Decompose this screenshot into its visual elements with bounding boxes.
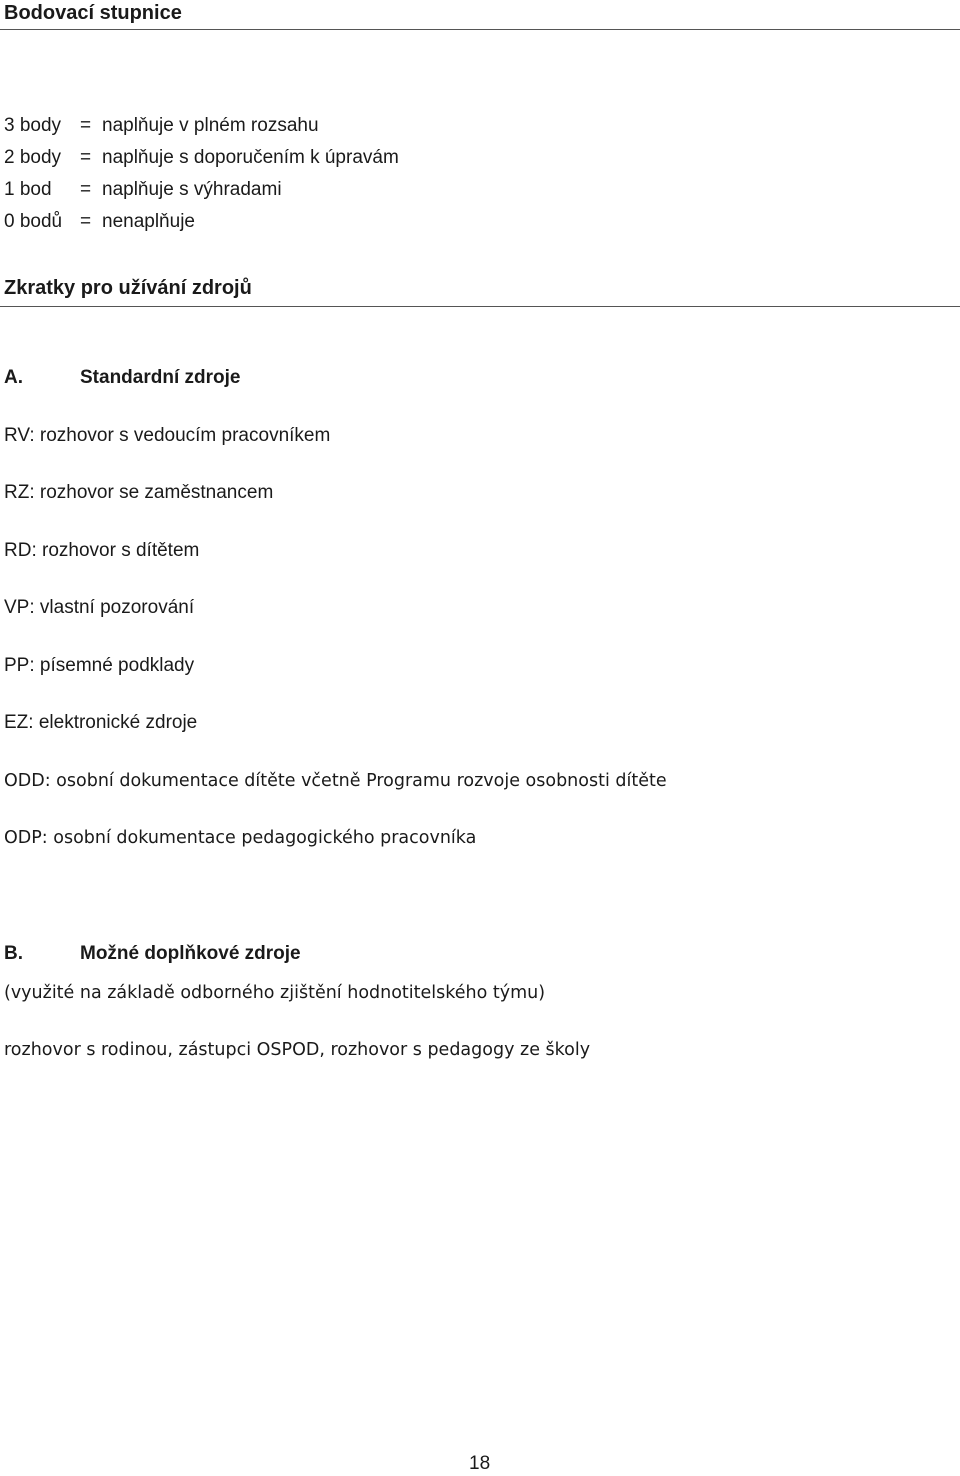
section-a-title — [4, 366, 240, 390]
scale-points: 0 bodů — [4, 211, 63, 232]
scale-row-0 — [4, 210, 195, 234]
scale-points: 3 body — [4, 115, 62, 136]
source-odp: ODP: osobní dokumentace pedagogického pracovníka — [4, 828, 477, 848]
scale-row-2 — [4, 146, 399, 170]
scale-description: naplňuje s výhradami — [102, 179, 282, 200]
section-b-title-text: Možné doplňkové zdroje — [80, 943, 301, 964]
section-b-text: rozhovor s rodinou, zástupci OSPOD, rozhovor s pedagogy ze školy — [4, 1040, 591, 1060]
section-a-title-text: Standardní zdroje — [80, 367, 241, 388]
page-number: 18 — [469, 1453, 491, 1474]
section-b-note: (využité na základě odborného zjištění hodnotitelského týmu) — [4, 983, 546, 1003]
scale-separator: = — [80, 147, 92, 168]
section-b-title — [4, 942, 301, 966]
source-rz: RZ: rozhovor se zaměstnancem — [4, 482, 274, 503]
abbreviations-heading: Zkratky pro užívání zdrojů — [4, 277, 252, 299]
scale-description: naplňuje s doporučením k úpravám — [102, 147, 399, 168]
source-pp: PP: písemné podklady — [4, 655, 195, 676]
scale-heading: Bodovací stupnice — [4, 2, 182, 24]
section-a-letter: A. — [4, 367, 23, 388]
source-rd: RD: rozhovor s dítětem — [4, 540, 200, 561]
source-odd: ODD: osobní dokumentace dítěte včetně Programu rozvoje osobnosti dítěte — [4, 771, 667, 791]
source-ez: EZ: elektronické zdroje — [4, 712, 198, 733]
scale-points: 2 body — [4, 147, 62, 168]
scale-description: nenaplňuje — [102, 211, 195, 232]
scale-points: 1 bod — [4, 179, 52, 200]
scale-separator: = — [80, 179, 92, 200]
scale-heading-rule — [0, 29, 960, 30]
section-b-letter: B. — [4, 943, 23, 964]
scale-row-1 — [4, 178, 282, 202]
scale-row-3 — [4, 114, 319, 138]
scale-description: naplňuje v plném rozsahu — [102, 115, 319, 136]
source-rv: RV: rozhovor s vedoucím pracovníkem — [4, 425, 331, 446]
abbreviations-heading-rule — [0, 306, 960, 307]
scale-separator: = — [80, 211, 92, 232]
scale-separator: = — [80, 115, 92, 136]
source-vp: VP: vlastní pozorování — [4, 597, 195, 618]
